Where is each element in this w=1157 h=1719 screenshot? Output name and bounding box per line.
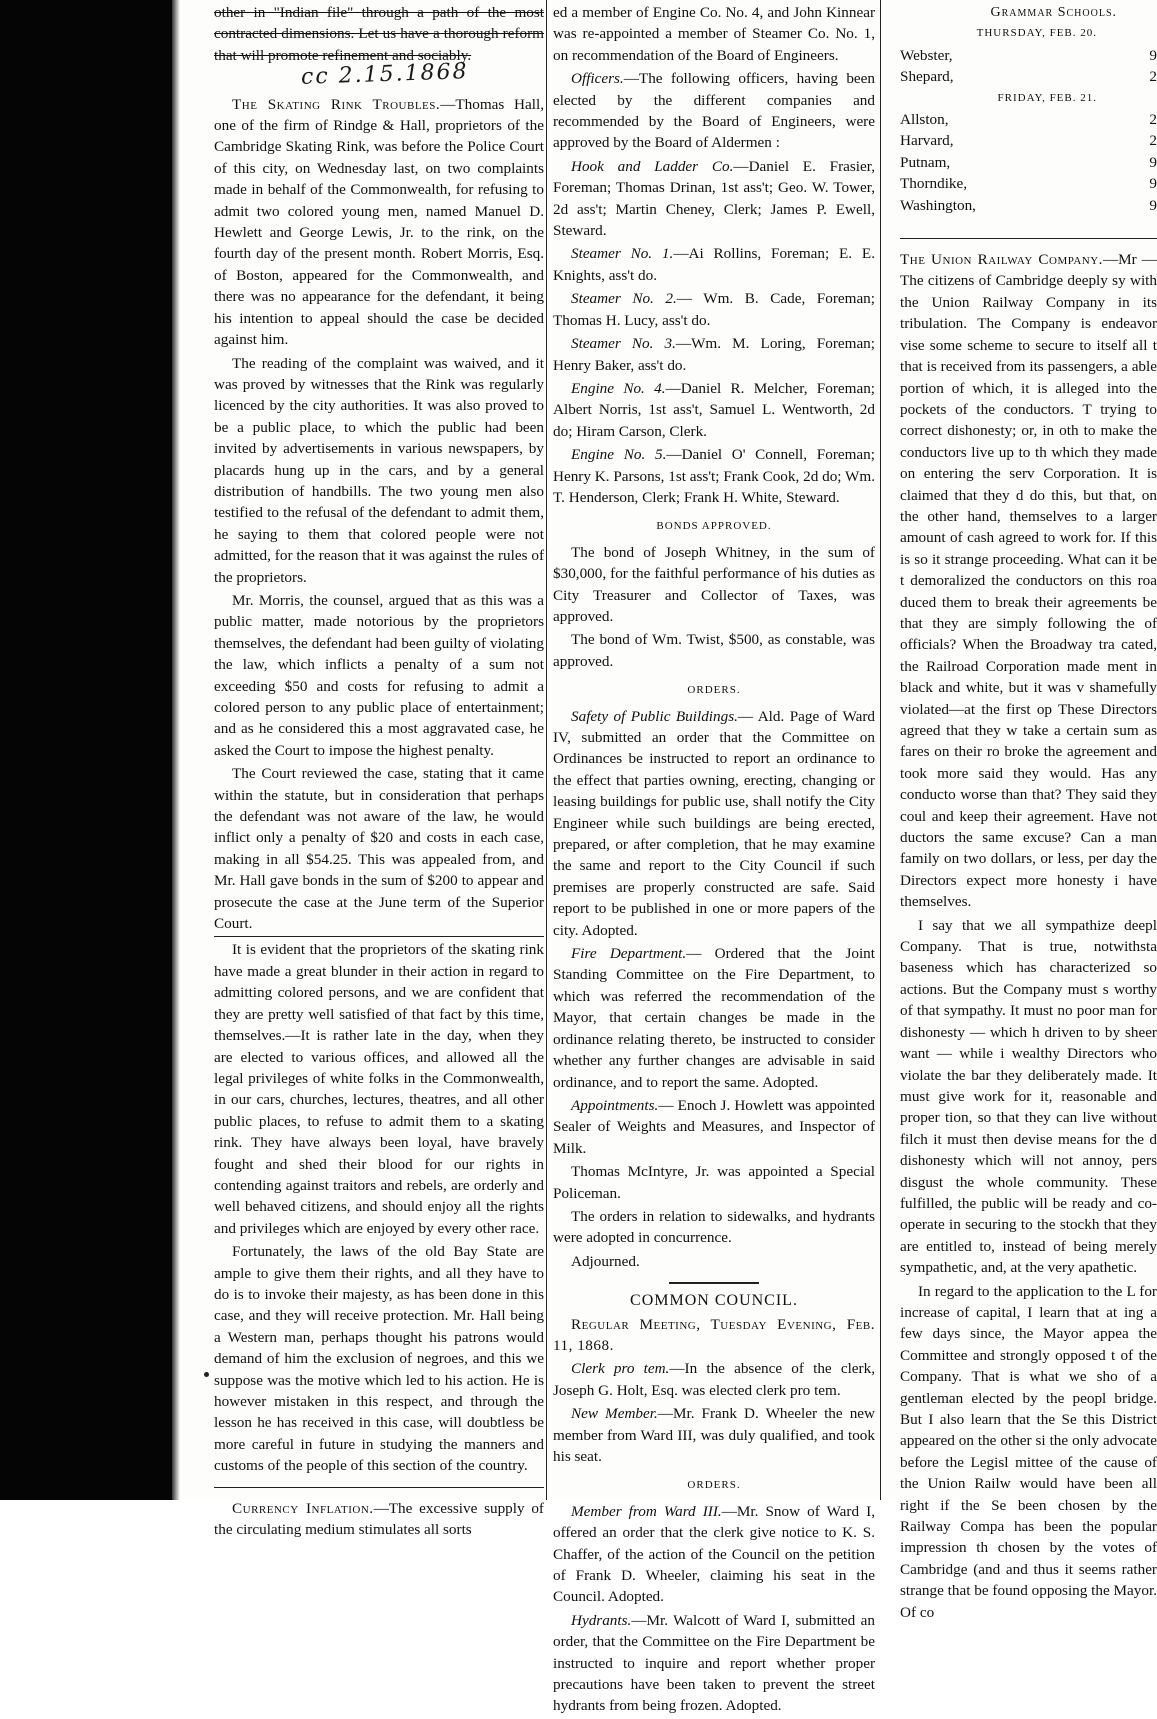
- union-paragraph-2: I say that we all sympathize deepl Company. That is true, notwithsta baseness which has characterized so actions. But the Company must s worthy of that sympathy. It must no poor man for dishonesty — which h driven to by sheer want — while i wealthy Directors who violate the bar they deliberately made. It must give work for it, reasonable and proper tion, so that they can live without filch it must then devise means for the d dishonesty which will not annoy, pers disgust the whole community. These fulfilled, the public will be ready and co-operate in securing to the stockh that they are entitled to, instead of being merely sympathetic, and, at the very apathetic.: [900, 916, 1157, 1277]
- thursday-date: THURSDAY, FEB. 20.: [976, 27, 1097, 40]
- section-rule: [214, 936, 544, 937]
- skating-text-1: —Thomas Hall, one of the firm of Rindge & Hall, proprietors of the Cambridge Skating Rink, was before the Police Court of this city, on Wednesday last, on two complaints made in behalf of the Commonwealth, for refusing to admit two colored young men, named Manuel D. Hewlett and George Lewis, Jr. to the rink, on the fourth day of the present month. Robert Morris, Esq. of Boston, appeared for the Commonwealth, and there was no appearance for the defendant, it being his intention to appeal should the case be decided against him.: [214, 95, 544, 349]
- school-row: [900, 173, 1157, 194]
- officers-label: Officers.: [571, 70, 624, 88]
- company-label: Steamer No. 1.: [571, 245, 674, 263]
- clerk-paragraph: [553, 1358, 875, 1401]
- school-name: Webster,: [900, 46, 953, 64]
- officers-text: —The following officers, having been elected by the different companies and recommended by the Board of Engineers, were approved by the Board of Aldermen :: [553, 70, 875, 152]
- company-label: Engine No. 5.: [571, 446, 667, 464]
- skating-paragraph-5: It is evident that the proprietors of the skating rink have made a great blunder in their action in regard to admitting colored persons, and we are confident that they are pretty well satisfied of that fact by this time, themselves.—It is rather late in the day, when they are elected to various offices, and allowed all the legal privileges of white folks in the Commonwealth, in our cars, churches, lectures, theatres, and all other public places, to refuse to admit them to a skating rink. They have always been loyal, have bravely fought and shed their blood for our rights in contending against traitors and rebels, are orderly and well behaved citizens, and should enjoy all the rights and privileges which are enjoyed by every other race.: [214, 941, 544, 1237]
- adjourned-line: Adjourned.: [571, 1252, 640, 1270]
- bonds-paragraph-2: The bond of Wm. Twist, $500, as constable, was approved.: [553, 631, 875, 670]
- company-label: Steamer No. 2.: [571, 290, 677, 308]
- school-name: Washington,: [900, 196, 976, 214]
- union-paragraph-1: [900, 249, 1157, 913]
- school-row: [900, 45, 1157, 66]
- hydrants-paragraph: [553, 1610, 875, 1717]
- company-officers-entry: [553, 333, 875, 376]
- handwritten-date: cc 2.15.1868: [300, 59, 470, 91]
- top-fragment: other in "Indian file" through a path of the most contracted dimensions. Let us have a thorough reform that will promote refinement and sociably.: [214, 4, 544, 64]
- company-officers-entry: [553, 156, 875, 242]
- sidewalks-paragraph: The orders in relation to sidewalks, and hydrants were adopted in concurrence.: [553, 1207, 875, 1247]
- orders-heading: ORDERS.: [687, 684, 741, 697]
- currency-paragraph: [214, 1498, 544, 1541]
- company-label: Hook and Ladder Co.: [571, 157, 734, 175]
- school-row: [900, 130, 1157, 151]
- engine-fragment: ed a member of Engine Co. No. 4, and John Kinnear was re-appointed a member of Steamer Co. No. 1, on recommendation of the Board of Engineers.: [553, 4, 875, 64]
- council-meeting-line: Regular Meeting, Tuesday Evening, Feb. 11, 1868.: [553, 1315, 875, 1354]
- hydrants-label: Hydrants.: [571, 1611, 632, 1629]
- skating-paragraph-1: [214, 94, 544, 351]
- school-count: 2: [1149, 111, 1157, 129]
- newmember-paragraph: [553, 1403, 875, 1467]
- company-officers-entry: [553, 378, 875, 442]
- school-row: [900, 66, 1157, 87]
- company-label: Engine No. 4.: [571, 379, 666, 397]
- school-count: 9: [1149, 46, 1157, 64]
- school-count: 9: [1149, 175, 1157, 193]
- school-name: Thorndike,: [900, 175, 968, 193]
- bonds-heading: BONDS APPROVED.: [656, 520, 772, 533]
- appointments-paragraph: [553, 1095, 875, 1159]
- orders2-heading: ORDERS.: [687, 1479, 741, 1492]
- safety-paragraph: [553, 706, 875, 941]
- school-row: [900, 109, 1157, 130]
- company-officers-entry: [553, 243, 875, 286]
- company-officer-list: [553, 156, 875, 509]
- safety-text: — Ald. Page of Ward IV, submitted an order that the Committee on Ordinances be instructed to report an ordinance to the effect that parties owning, erecting, changing or leasing buildings for public use, shall notify the City Engineer while such buildings are being erected, prepared, or after completion, that he may examine the same and report to the City Council if such premises are properly constructed are safe. Said report to be published in one or more papers of the city. Adopted.: [553, 707, 875, 939]
- school-row: [900, 195, 1157, 216]
- school-name: Allston,: [900, 111, 949, 129]
- union-heading: The Union Railway Company.: [900, 251, 1103, 269]
- skating-paragraph-4: The Court reviewed the case, stating that it came within the statute, but in consideration that perhaps the defendant was not aware of the law, he would inflict only a penalty of $20 and costs in each case, making in all $54.25. This was appealed from, and Mr. Hall gave bonds in the sum of $200 to appear and prosecute the case at the June term of the Superior Court.: [214, 765, 544, 933]
- union-paragraph-3: In regard to the application to the L for increase of capital, I learn that at ing a few days since, the Mayor appea the Committee and strongly opposed t of the Company. That is what we sho of a gentleman elected by the peopl bridge. But I also learn that the Se this District appeared on the other si the only advocate before the Legisl mittee of the cause of the Union Railw would have been all right if the Se been chosen by the Railway Compa has been the popular impression th chosen by the votes of Cambridge (and and thus it seems rather strange that be found opposing the Mayor. Of co: [900, 1282, 1157, 1621]
- column-2: [553, 2, 875, 1719]
- appointments-text: — Enoch J. Howlett was appointed Sealer of Weights and Measures, and Inspector of Milk.: [553, 1096, 875, 1157]
- skating-paragraph-6: Fortunately, the laws of the old Bay State are ample to give them their rights, and all they have to do is to invoke their majesty, as has been done in this case, and they will receive protection. Mr. Hall being a Western man, perhaps thought his patrons would demand of him the exclusion of negroes, and this we suppose was the motive which led to his action. He is however mistaken in this respect, and through the lesson he has received in this case, will doubtless be more careful in future in studying the manners and customs of the people of this section of the country.: [214, 1243, 544, 1475]
- union-text-1: —Mr —The citizens of Cambridge deeply sy with the Union Railway Company in its tribulation. The Company is endeavor vise some scheme to secure to itself all t that is received from its passengers, a able portion of which, it is alleged into the pockets of the conductors. T trying to correct dishonesty; or, in oth to make the conductors live up to th which they made on entering the serv Corporation. It is claimed that they d do this, but that, on the other hand, themselves to a larger amount of cash agreed to work for. If this is so it strange proceeding. What can it be t demoralized the conductors on this roa duced them to break their agreements be that they are simply following the of officials? When the Broadway tra cated, the Railroad Corporation made ment in black and white, but it was v shamefully violated—at the first op These Directors agreed that they w take a certain sum as fares on their ro broke the agreement and took more said they would. Has any conducto worse than that? They said they coul and keep their agreement. Have not ductors the same excuse? Can a man family on two dollars, or less, per day the Directors expect more honesty i have themselves.: [900, 251, 1157, 911]
- friday-date: FRIDAY, FEB. 21.: [997, 91, 1097, 104]
- section-rule-bottom: [214, 1487, 544, 1488]
- company-officers-entry: [553, 288, 875, 331]
- bonds-paragraph-1: The bond of Joseph Whitney, in the sum of $30,000, for the faithful performance of his duties as City Treasurer and Collector of Taxes, was approved.: [553, 543, 875, 625]
- school-count: 9: [1149, 196, 1157, 214]
- school-count: 2: [1149, 68, 1157, 86]
- newmember-label: New Member.: [571, 1405, 658, 1423]
- company-officers-text: —Daniel R. Melcher, Foreman; Albert Norris, 1st ass't, Samuel L. Wentworth, 2d do; Hiram Carson, Clerk.: [553, 379, 876, 440]
- ward3-label: Member from Ward III.: [571, 1502, 722, 1520]
- handwritten-annotation: [214, 59, 544, 91]
- skating-paragraph-3: Mr. Morris, the counsel, argued that as this was a public matter, made notorious by the proprietors themselves, the defendant had been guilty of violating the law, which inflicts a penalty of a sum not exceeding $50 and costs for refusing to admit a colored person to any public place of entertainment; and as he considered this a most aggravated case, he asked the Court to impose the highest penalty.: [214, 591, 544, 759]
- section-rule-col3: [900, 238, 1157, 239]
- newmember-text: —Mr. Frank D. Wheeler the new member from Ward III, was duly qualified, and took his seat.: [553, 1405, 875, 1465]
- school-name: Harvard,: [900, 132, 954, 150]
- officers-paragraph: [553, 68, 875, 154]
- currency-heading: Currency Inflation.: [232, 1499, 374, 1517]
- mcintyre-paragraph: Thomas McIntyre, Jr. was appointed a Special Policeman.: [553, 1163, 875, 1202]
- company-officers-text: —Ai Rollins, Foreman; E. E. Knights, ass't do.: [553, 245, 875, 284]
- column-1: [214, 2, 544, 1542]
- grammar-schools-heading: Grammar Schools.: [990, 5, 1117, 20]
- ward3-paragraph: [553, 1501, 875, 1608]
- scan-dot: [204, 1372, 209, 1377]
- currency-text: —The excessive supply of the circulating medium stimulates all sorts: [214, 1499, 544, 1539]
- company-officers-text: —Daniel O' Connell, Foreman; Henry K. Parsons, 1st ass't; Frank Cook, 2d do; Wm. T. Henderson, Clerk; Frank H. White, Steward.: [553, 446, 875, 506]
- school-count: 2: [1149, 132, 1157, 150]
- column-rule-right: [880, 0, 881, 1500]
- fire-text: — Ordered that the Joint Standing Committee on the Fire Department, to which was referred the recommendation of the Mayor, that certain changes be made in the ordinance relating thereto, be instructed to consider whether any further changes are advisable in said ordinance, and to report the same. Adopted.: [553, 945, 875, 1091]
- friday-school-list: [900, 109, 1157, 216]
- hydrants-text: —Mr. Walcott of Ward I, submitted an order, that the Committee on the Fire Department be instructed to inquire and report whether proper precautions have been taken to prevent the street hydrants from being frozen. Adopted.: [553, 1611, 875, 1715]
- clerk-label: Clerk pro tem.: [571, 1360, 670, 1378]
- school-row: [900, 152, 1157, 173]
- company-officers-text: — Wm. B. Cade, Foreman; Thomas H. Lucy, ass't do.: [553, 290, 875, 329]
- column-rule-left: [546, 0, 547, 1500]
- ward3-text: —Mr. Snow of Ward I, offered an order that the clerk give notice to K. S. Chaffer, of the action of the Council on the petition of Frank D. Wheeler, claiming his seat in the Council. Adopted.: [553, 1502, 875, 1606]
- company-officers-entry: [553, 444, 875, 508]
- skating-paragraph-2: The reading of the complaint was waived, and it was proved by witnesses that the Rink was regularly licenced by the city authorities. It was also proved to be a public place, to which the public had been invited by advertisements in various newspapers, by placards hung up in the cars, and by a general distribution of handbills. The two young men also testified to the refusal of the defendant to admit them, he saying to them that colored people were not admitted, for the reason that it was against the rules of the proprietors.: [214, 354, 544, 586]
- company-officers-text: —Wm. M. Loring, Foreman; Henry Baker, ass't do.: [553, 335, 875, 374]
- fire-label: Fire Department.: [571, 945, 687, 963]
- school-count: 9: [1149, 153, 1157, 171]
- fire-paragraph: [553, 943, 875, 1093]
- school-name: Shepard,: [900, 68, 954, 86]
- column-3: [900, 2, 1157, 1625]
- appointments-label: Appointments.: [571, 1096, 659, 1114]
- company-label: Steamer No. 3.: [571, 335, 676, 353]
- scanner-black-margin: [0, 0, 172, 1500]
- clerk-text: —In the absence of the clerk, Joseph G. Holt, Esq. was elected clerk pro tem.: [553, 1360, 875, 1399]
- thursday-school-list: [900, 45, 1157, 88]
- skating-heading: The Skating Rink Troubles.: [232, 95, 441, 113]
- company-officers-text: —Daniel E. Frasier, Foreman; Thomas Drinan, 1st ass't; Geo. W. Tower, 2d ass't; Martin Cheney, Clerk; James P. Ewell, Steward.: [553, 157, 876, 240]
- council-heading: COMMON COUNCIL.: [630, 1292, 798, 1310]
- school-name: Putnam,: [900, 153, 951, 171]
- safety-label: Safety of Public Buildings.: [571, 707, 738, 725]
- section-divider: [669, 1282, 759, 1284]
